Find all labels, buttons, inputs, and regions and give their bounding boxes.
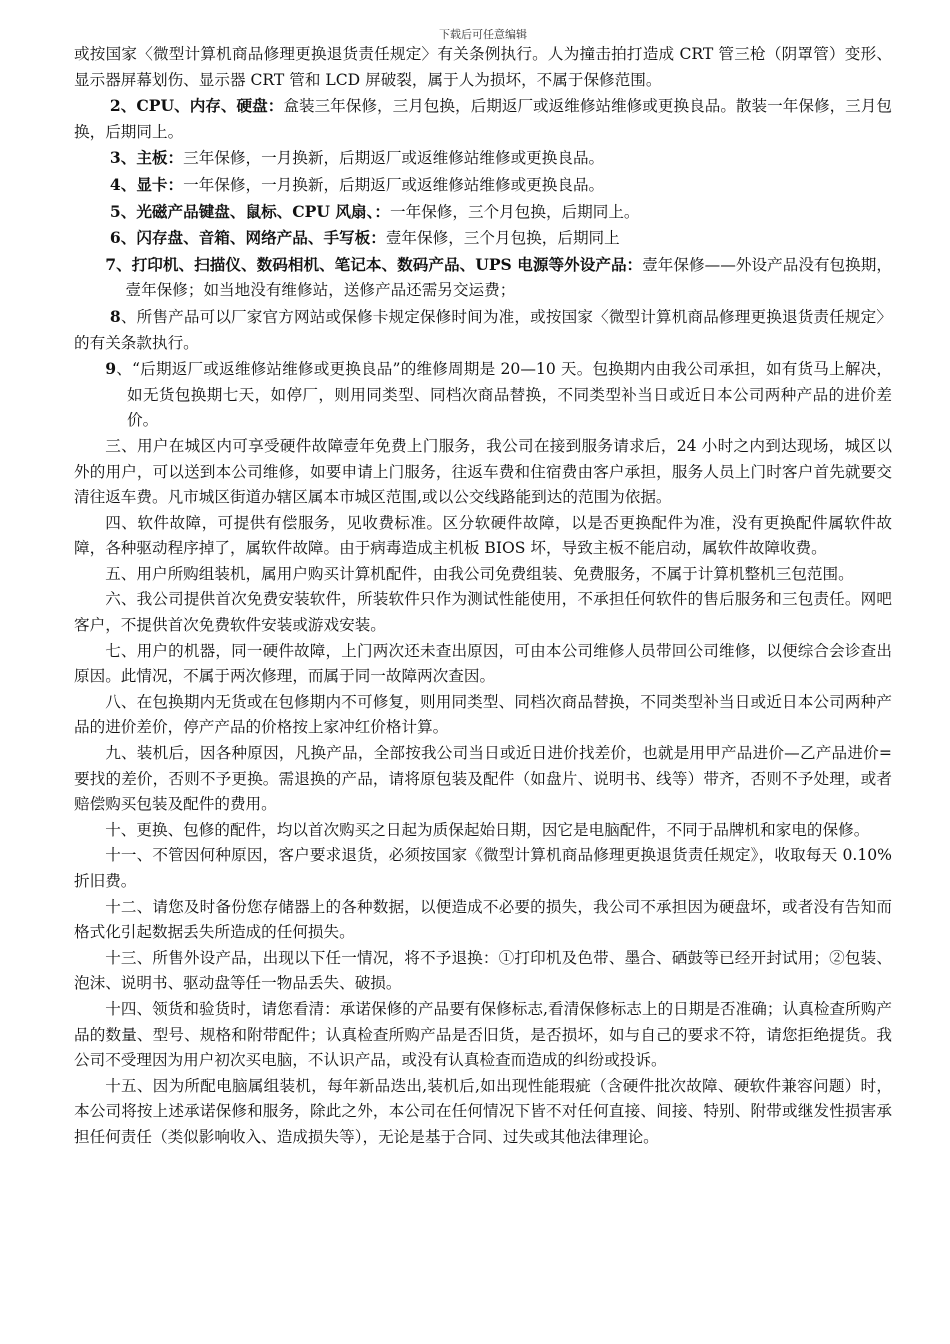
clause-6: 六、我公司提供首次免费安装软件，所装软件只作为测试性能使用，不承担任何软件的售后服务和三包责任。网吧客户，不提供首次免费软件安装或游戏安装。 [74, 590, 892, 635]
warranty-item-5 [74, 199, 892, 226]
warranty-item-5-text: 一年保修，三个月包换，后期同上。 [390, 202, 640, 221]
warranty-item-7-text: 壹年保修——外设产品没有包换期，壹年保修；如当地没有维修站，送修产品还需另交运费； [125, 255, 892, 300]
warranty-item-7-title: 7、打印机、扫描仪、数码相机、笔记本、数码产品、UPS 电源等外设产品： [105, 254, 643, 274]
warranty-item-9-text: 、“后期返厂或返维修站维修或更换良品”的维修周期是 20—10 天。包换期内由我公司承担，如有货马上解决，如无货包换期七天，如停厂，则用同类型、同档次商品替换，不同类型补当日或近日本公司两种产品的进价差价。 [116, 360, 892, 430]
warranty-item-8-title: 8 [109, 306, 121, 326]
clause-9: 九、装机后，因各种原因，凡换产品，全部按我公司当日或近日进价找差价，也就是用甲产品进价—乙产品进价=要找的差价，否则不予更换。需退换的产品，请将原包装及配件（如盘片、说明书、线等）带齐，否则不予处理，或者赔偿购买包装及配件的费用。 [74, 744, 892, 814]
intro-paragraph: 或按国家〈微型计算机商品修理更换退货责任规定〉有关条例执行。人为撞击拍打造成 CRT 管三枪（阴罩管）变形、显示器屏幕划伤、显示器 CRT 管和 LCD 屏破裂，属于人为损坏，不属于保修范围。 [74, 45, 892, 89]
warranty-item-6 [74, 225, 892, 252]
clause-13: 十三、所售外设产品，出现以下任一情况，将不予退换：①打印机及色带、墨合、硒鼓等已经开封试用；②包装、泡沫、说明书、驱动盘等任一物品丢失、破损。 [74, 948, 892, 993]
warranty-item-4 [74, 172, 892, 199]
page-header: 下载后可任意编辑 [439, 28, 527, 41]
clause-3: 三、用户在城区内可享受硬件故障壹年免费上门服务，我公司在接到服务请求后，24 小时之内到达现场，城区以外的用户，可以送到本公司维修，如要申请上门服务，往返车费和住宿费由客户承担，服务人员上门时客户首先就要交清往返车费。凡市城区街道办辖区属本市城区范围,或以公交线路能到达的范围为依据。 [74, 436, 892, 507]
warranty-item-9 [74, 356, 892, 434]
warranty-item-6-text: 壹年保修，三个月包换，后期同上 [385, 229, 620, 248]
warranty-item-4-title: 4、显卡： [109, 174, 184, 194]
warranty-item-2-title: 2、CPU、内存、硬盘： [109, 96, 284, 116]
warranty-item-7 [74, 252, 892, 304]
warranty-item-3-text: 三年保修，一月换新，后期返厂或返维修站维修或更换良品。 [183, 149, 605, 168]
warranty-item-5-title: 5、光磁产品键盘、鼠标、CPU 风扇、： [109, 201, 390, 221]
clause-4: 四、软件故障，可提供有偿服务，见收费标准。区分软硬件故障，以是否更换配件为准，没有更换配件属软件故障，各种驱动程序掉了，属软件故障。由于病毒造成主机板 BIOS 坏，导致主板不能启动，属软件故障收费。 [74, 513, 892, 558]
clause-14: 十四、领货和验货时，请您看清：承诺保修的产品要有保修标志,看清保修标志上的日期是否准确；认真检查所购产品的数量、型号、规格和附带配件；认真检查所购产品是否旧货，是否损坏，如与自己的要求不符，请您拒绝提货。我公司不受理因为用户初次买电脑，不认识产品，或没有认真检查而造成的纠纷或投诉。 [74, 999, 892, 1070]
warranty-item-2 [74, 93, 892, 145]
warranty-item-9-title: 9 [105, 359, 117, 379]
warranty-item-8 [74, 304, 892, 356]
document-body [74, 42, 892, 1151]
clause-8: 八、在包换期内无货或在包修期内不可修复，则用同类型、同档次商品替换，不同类型补当日或近日本公司两种产品的进价差价，停产产品的价格按上家冲红价格计算。 [74, 692, 892, 737]
clause-5: 五、用户所购组装机，属用户购买计算机配件，由我公司免费组装、免费服务，不属于计算机整机三包范围。 [105, 564, 854, 583]
warranty-item-8-text: 、所售产品可以厂家官方网站或保修卡规定保修时间为准，或按国家〈微型计算机商品修理更换退货责任规定〉的有关条款执行。 [74, 307, 892, 352]
clause-11: 十一、不管因何种原因，客户要求退货，必须按国家《微型计算机商品修理更换退货责任规定》，收取每天 0.10%折旧费。 [74, 846, 892, 890]
warranty-item-3-title: 3、主板： [109, 148, 184, 168]
warranty-item-3 [74, 145, 892, 172]
clause-12: 十二、请您及时备份您存储器上的各种数据，以便造成不必要的损失，我公司不承担因为硬盘坏，或者没有告知而格式化引起数据丢失所造成的任何损失。 [74, 897, 892, 942]
warranty-item-6-title: 6、闪存盘、音箱、网络产品、手写板： [109, 228, 386, 248]
clause-7: 七、用户的机器，同一硬件故障，上门两次还未查出原因，可由本公司维修人员带回公司维修，以便综合会诊查出原因。此情况，不属于两次修理，而属于同一故障两次查因。 [74, 641, 892, 686]
clause-10: 十、更换、包修的配件，均以首次购买之日起为质保起始日期，因它是电脑配件，不同于品牌机和家电的保修。 [105, 820, 870, 839]
clause-15: 十五、因为所配电脑属组装机，每年新品迭出,装机后,如出现性能瑕疵（含硬件批次故障、硬软件兼容问题）时，本公司将按上述承诺保修和服务，除此之外，本公司在任何情况下皆不对任何直接、间接、特别、附带或继发性损害承担任何责任（类似影响收入、造成损失等），无论是基于合同、过失或其他法律理论。 [74, 1076, 892, 1146]
warranty-item-2-text: 盒装三年保修，三月包换，后期返厂或返维修站维修或更换良品。散装一年保修，三月包换，后期同上。 [74, 97, 892, 141]
warranty-item-4-text: 一年保修，一月换新，后期返厂或返维修站维修或更换良品。 [183, 175, 605, 194]
